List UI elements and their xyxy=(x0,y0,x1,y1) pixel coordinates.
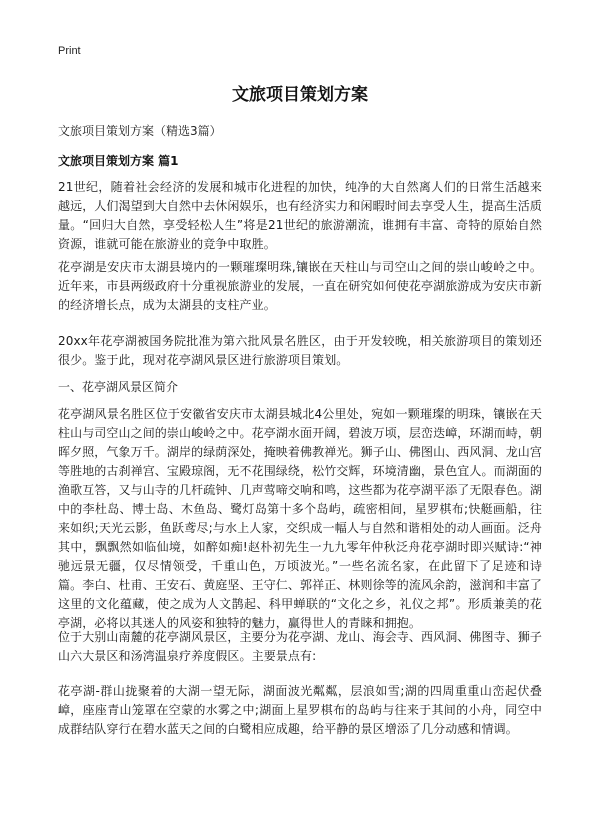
paragraph-4: 花亭湖风景名胜区位于安徽省安庆市太湖县城北4公里处，宛如一颗璀璨的明珠，镶嵌在天柱山与司空山之间的崇山峻岭之中。花亭湖水面开阔，碧波万顷，层峦迭嶂，环湖而峙，朝晖夕照，气象万千。湖岸的绿荫深处，掩映着佛教禅光。狮子山、佛图山、西风洞、龙山宫等胜地的古刹禅宫、宝殿琼阁，无不花围绿绕，松竹交辉，环境清幽，景色宜人。而湖面的渔歌互答，又与山寺的几杆疏钟、几声莺啼交响和鸣，这些都为花亭湖平添了无限春色。湖中的李杜岛、博士岛、木鱼岛、鹭灯岛第十多个岛屿，疏密相间，星罗棋布;快艇画船，往来如织;天光云影，鱼跃鸢尽;与水上人家，交织成一幅人与自然和谐相处的动人画面。泛舟其中，飘飘然如临仙境，如醉如痴!赵朴初先生一九九零年仲秋泛舟花亭湖时即兴赋诗:“神驰远景无疆，仅尽情领受，千重山色，万顷波光。”一些名流名家，在此留下了足迹和诗篇。李白、杜甫、王安石、黄庭坚、王守仁、郭祥正、林则徐等的流风余韵，滋润和丰富了这里的文化蕴藏，使之成为人文鹊起、科甲蝉联的“文化之乡，礼仪之邦”。形质兼美的花亭湖，必将以其迷人的风姿和独特的魅力，赢得世人的青睐和拥抱。 xyxy=(58,407,543,630)
page-title: 文旅项目策划方案 xyxy=(232,85,368,105)
paragraph-3: 20xx年花亭湖被国务院批准为第六批风景名胜区，由于开发较晚，相关旅游项目的策划还很少。鉴于此，现对花亭湖风景区进行旅游项目策划。 xyxy=(58,334,542,367)
print-link[interactable]: Print xyxy=(58,45,81,57)
paragraph-2: 花亭湖是安庆市太湖县境内的一颗璀璨明珠,镶嵌在天柱山与司空山之间的崇山峻岭之中。近年来，市县两级政府十分重视旅游业的发展，一直在研究如何使花亭湖旅游成为安庆市新的经济增长点，成为太湖县的支柱产业。 xyxy=(58,260,543,312)
section-heading: 文旅项目策划方案 篇1 xyxy=(58,154,179,168)
document-subtitle: 文旅项目策划方案（精选3篇） xyxy=(58,124,222,138)
paragraph-6: 花亭湖-群山拢聚着的大湖一望无际，湖面波光粼粼，层浪如雪;湖的四周重重山峦起伏叠嶂，座座青山笼罩在空蒙的水雾之中;湖面上星罗棋布的岛屿与往来于其间的小舟，同空中成群结队穿行在碧水蓝天之间的白鹭相应成趣，给平静的景区增添了几分动感和情调。 xyxy=(58,684,542,736)
paragraph-5: 位于大别山南麓的花亭湖风景区，主要分为花亭湖、龙山、海会寺、西风洞、佛图寺、狮子山六大景区和汤湾温泉疗养度假区。主要景点有: xyxy=(58,630,543,663)
paragraph-1: 21世纪，随着社会经济的发展和城市化进程的加快，纯净的大自然离人们的日常生活越来越远，人们渴望到大自然中去休闲娱乐，也有经济实力和闲暇时间去享受人生，提高生活质量。“回归大自然，享受轻松人生”将是21世纪的旅游潮流，谁拥有丰富、奇特的原始自然资源，谁就可能在旅游业的竞争中取胜。 xyxy=(58,180,543,251)
subheading-intro: 一、花亭湖风景区简介 xyxy=(58,380,179,394)
